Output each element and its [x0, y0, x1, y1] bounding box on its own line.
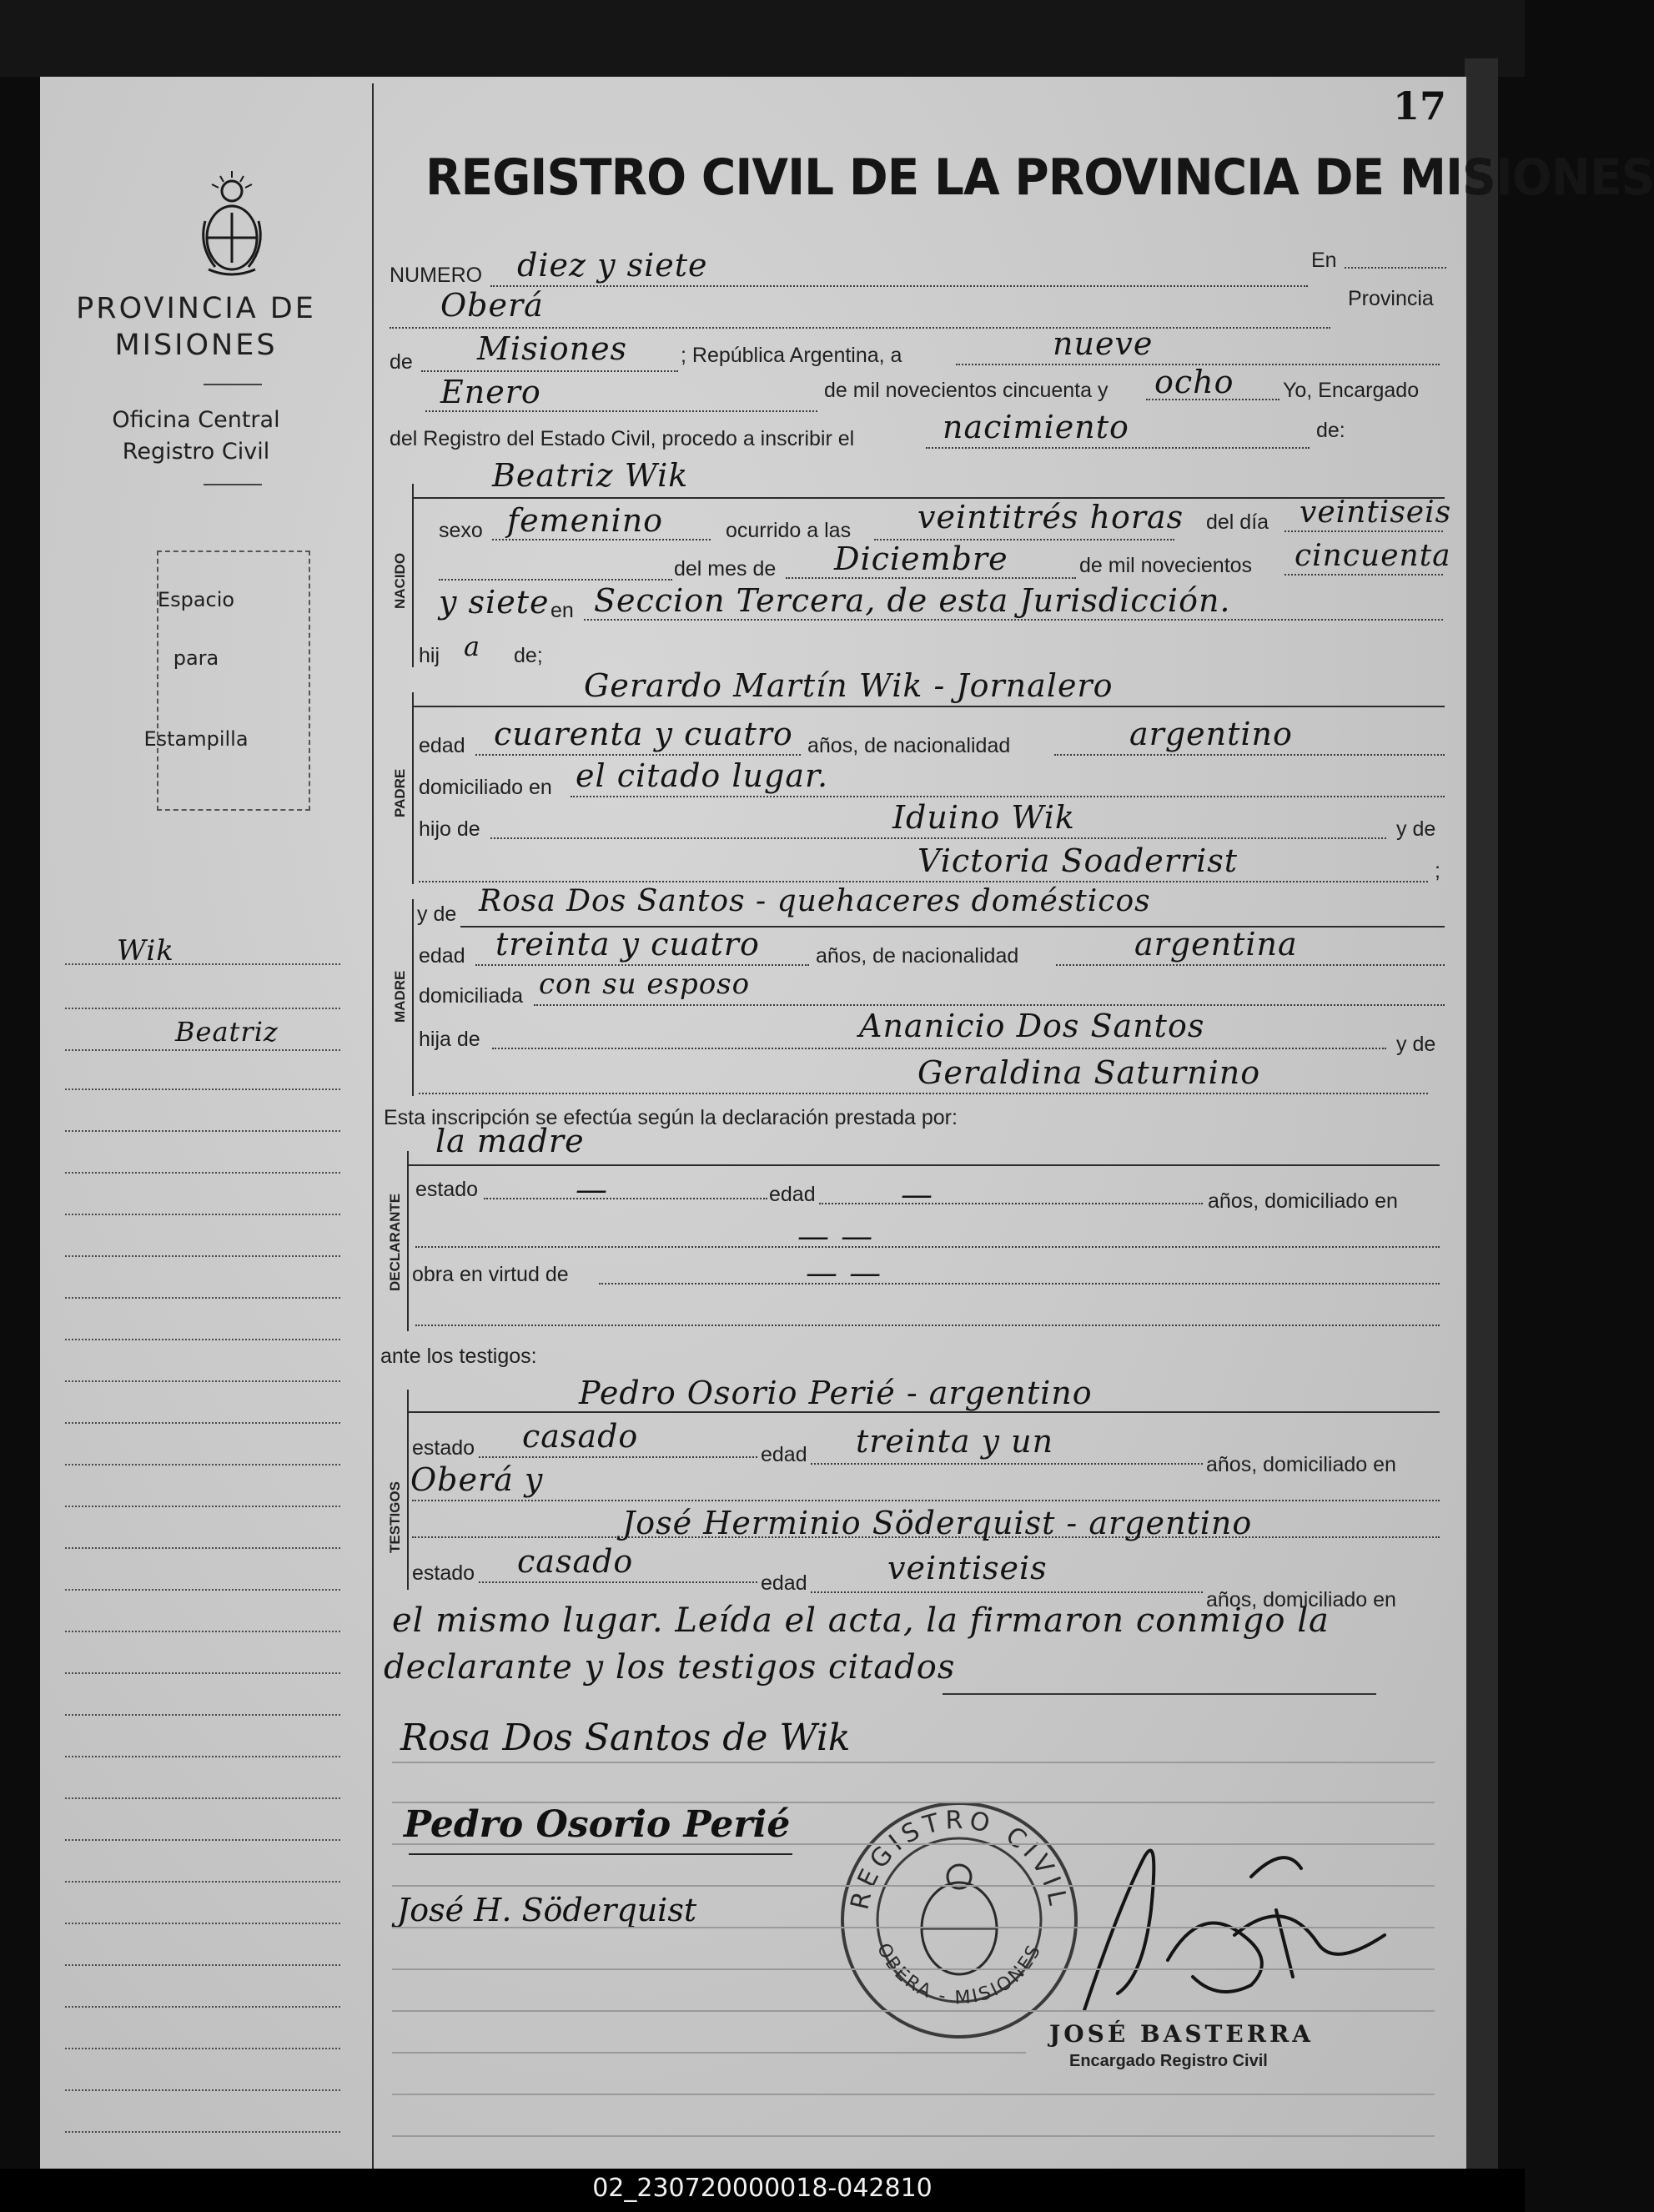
label-estado-t1: estado	[412, 1436, 475, 1460]
hand-dia: nueve	[1053, 325, 1154, 362]
testigos-bracket	[407, 1390, 409, 1590]
declarante-bracket	[407, 1151, 409, 1331]
label-semicolon: ;	[1435, 859, 1440, 882]
hand-numero: diez y siete	[517, 247, 708, 284]
stamp-line2: para	[173, 646, 219, 670]
svg-text:OBERA - MISIONES: OBERA - MISIONES	[872, 1940, 1046, 2009]
tag-nacido: NACIDO	[392, 552, 408, 609]
left-divider-2	[204, 484, 262, 485]
document-title: REGISTRO CIVIL DE LA PROVINCIA DE MISIONES	[425, 148, 1654, 207]
label-yo-encargado: Yo, Encargado	[1283, 379, 1420, 402]
label-de-mil: de mil novecientos cincuenta y	[824, 379, 1109, 402]
hand-acto: nacimiento	[943, 409, 1129, 445]
official-name: JOSÉ BASTERRA	[1049, 2020, 1315, 2048]
hand-sexo: femenino	[507, 502, 664, 539]
footer-file-id: 02_230720000018-042810	[592, 2174, 933, 2203]
label-de: de	[390, 350, 413, 374]
province-title-line1: PROVINCIA DE	[76, 292, 316, 325]
official-signature-icon	[1068, 1810, 1401, 2027]
margin-name: Beatriz	[175, 1016, 279, 1048]
hand-edad-madre: treinta y cuatro	[495, 926, 760, 963]
province-title-line2: MISIONES	[114, 329, 278, 362]
label-del-mes: del mes de	[674, 557, 777, 581]
hand-testigo2: José Herminio Söderquist - argentino	[622, 1505, 1253, 1541]
hand-dom-madre: con su esposo	[539, 968, 751, 1001]
hand-lugar: Seccion Tercera, de esta Jurisdicción.	[594, 582, 1231, 619]
label-en: En	[1311, 249, 1337, 272]
madre-bracket	[412, 899, 414, 1096]
label-edad-t1: edad	[761, 1443, 807, 1466]
hand-mes: Enero	[440, 374, 541, 410]
tag-declarante: DECLARANTE	[387, 1193, 403, 1291]
label-edad-t2: edad	[761, 1571, 807, 1595]
label-hijo-de: hijo de	[419, 817, 480, 841]
hand-estado-t2: casado	[517, 1543, 634, 1580]
hand-abuela-p: Victoria Soaderrist	[917, 842, 1239, 879]
hand-estado-t1: casado	[522, 1418, 639, 1455]
hand-hijo-a: a	[464, 631, 481, 662]
label-hija-de: hija de	[419, 1028, 480, 1051]
label-estado-d: estado	[415, 1178, 479, 1201]
svg-text:REGISTRO CIVIL: REGISTRO CIVIL	[845, 1805, 1073, 1913]
label-sexo: sexo	[439, 519, 483, 542]
label-ocurrido: ocurrido a las	[726, 519, 852, 542]
hand-cierre2: declarante y los testigos citados	[384, 1648, 956, 1687]
label-republica: ; República Argentina, a	[681, 344, 902, 367]
label-inscripcion: Esta inscripción se efectúa según la declaración prestada por:	[384, 1106, 958, 1129]
hand-abuela-m: Geraldina Saturnino	[917, 1054, 1261, 1091]
label-anos-nac-padre: años, de nacionalidad	[807, 734, 1011, 757]
label-del-registro: del Registro del Estado Civil, procedo a inscribir el	[390, 427, 855, 450]
scan-top-edge	[0, 0, 1525, 77]
left-divider-1	[204, 384, 262, 385]
label-ante-testigos: ante los testigos:	[380, 1345, 537, 1368]
hand-abuelo-m: Ananicio Dos Santos	[859, 1008, 1205, 1044]
hand-dom-padre: el citado lugar.	[576, 757, 829, 794]
hand-cierre1: el mismo lugar. Leída el acta, la firmaron conmigo la	[392, 1601, 1330, 1640]
hand-declarante: la madre	[435, 1123, 585, 1159]
label-de-colon: de:	[1316, 419, 1345, 442]
hand-anio-nac-a: cincuenta	[1295, 539, 1451, 573]
label-anos-dom-t2: años, domiciliado en	[1206, 1588, 1396, 1611]
office-line2: Registro Civil	[122, 439, 270, 465]
stamp-line1: Espacio	[157, 588, 235, 611]
stamp-line3: Estampilla	[143, 727, 249, 751]
label-en2: en	[550, 599, 574, 622]
tag-madre: MADRE	[392, 970, 408, 1023]
label-edad-d: edad	[769, 1183, 816, 1206]
tag-padre: PADRE	[392, 768, 408, 817]
page-number: 17	[1393, 83, 1447, 128]
hand-anio-nac-b: y siete	[439, 584, 550, 621]
label-anos-dom-d: años, domiciliado en	[1208, 1189, 1398, 1213]
registry-seal-icon	[834, 1795, 1084, 2045]
label-anos-dom-t1: años, domiciliado en	[1206, 1453, 1396, 1476]
padre-bracket	[412, 692, 414, 884]
signature-testigo2: José H. Söderquist	[397, 1892, 697, 1928]
label-y-de-padre: y de	[1396, 817, 1436, 841]
hand-dom-t1: Oberá y	[410, 1461, 544, 1498]
hand-nac-padre: argentino	[1129, 716, 1293, 752]
hand-padre: Gerardo Martín Wik - Jornalero	[584, 667, 1114, 704]
margin-surname: Wik	[117, 934, 174, 968]
hand-nombre: Beatriz Wik	[492, 457, 689, 494]
label-de3: de;	[514, 644, 543, 667]
hand-abuelo-p: Iduino Wik	[892, 799, 1075, 836]
nacido-bracket	[412, 484, 414, 667]
label-del-dia: del día	[1206, 510, 1269, 534]
office-line1: Oficina Central	[112, 407, 280, 433]
signature-declarante: Rosa Dos Santos de Wik	[400, 1717, 851, 1759]
label-domiciliada: domiciliada	[419, 984, 524, 1008]
hand-edad-t1: treinta y un	[856, 1423, 1054, 1460]
label-edad-madre: edad	[419, 944, 465, 968]
coat-of-arms-icon	[190, 171, 274, 279]
label-obra: obra en virtud de	[412, 1263, 569, 1286]
label-de-mil2: de mil novecientos	[1079, 554, 1253, 577]
signature-testigo1: Pedro Osorio Perié	[404, 1803, 791, 1846]
label-edad-padre: edad	[419, 734, 465, 757]
official-role: Encargado Registro Civil	[1069, 2052, 1268, 2070]
hand-dia-nac: veintiseis	[1300, 495, 1452, 530]
label-numero: NUMERO	[390, 264, 483, 287]
hand-ciudad: Oberá	[440, 287, 544, 324]
hand-mes-nac: Diciembre	[834, 540, 1008, 577]
label-y-de-madre: y de	[417, 902, 457, 926]
label-estado-t2: estado	[412, 1561, 475, 1585]
tag-testigos: TESTIGOS	[387, 1481, 403, 1553]
column-divider	[372, 83, 374, 2169]
hand-hora: veintitrés horas	[917, 499, 1184, 535]
hand-anio: ocho	[1154, 364, 1234, 400]
label-anos-nac-madre: años, de nacionalidad	[816, 944, 1019, 968]
label-provincia: Provincia	[1348, 287, 1434, 310]
label-domiciliado-padre: domiciliado en	[419, 776, 552, 799]
hand-testigo1: Pedro Osorio Perié - argentino	[579, 1375, 1093, 1411]
label-y-de-madre2: y de	[1396, 1033, 1436, 1056]
hand-madre: Rosa Dos Santos - quehaceres domésticos	[479, 884, 1151, 918]
hand-edad-t2: veintiseis	[887, 1550, 1048, 1586]
label-hij: hij	[419, 644, 440, 667]
hand-nac-madre: argentina	[1134, 926, 1298, 963]
hand-edad-padre: cuarenta y cuatro	[494, 716, 793, 752]
scan-right-edge	[1465, 58, 1498, 2169]
hand-provincia: Misiones	[477, 330, 628, 367]
